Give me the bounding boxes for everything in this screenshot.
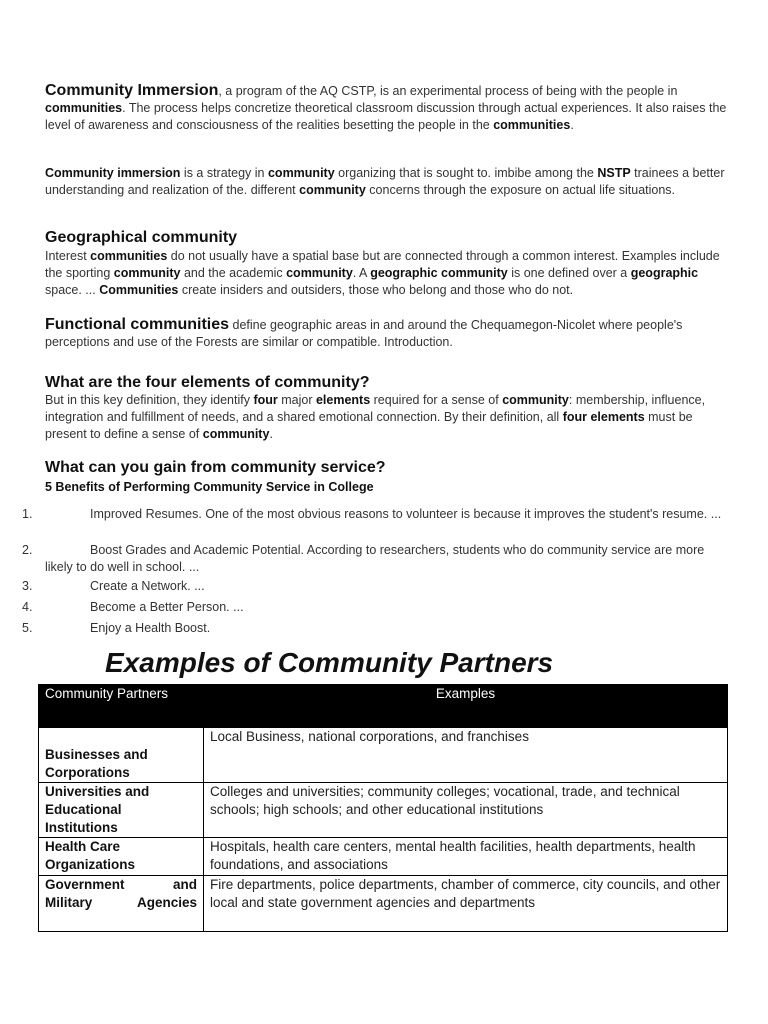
benefit-text: Enjoy a Health Boost. xyxy=(90,621,211,635)
intro-bold: community xyxy=(267,166,335,180)
benefit-number: 4. xyxy=(22,600,33,614)
benefit-text: Create a Network. ... xyxy=(90,579,205,593)
geo-bold: Communities xyxy=(99,283,179,297)
intro-text: . The process helps concretize theoretical classroom discussion through actual experiences. It also raises the level of awareness and consciousness of the realities besetting the people in the xyxy=(45,101,727,132)
geo-text: is one defined over a xyxy=(507,266,631,280)
benefit-number: 3. xyxy=(22,579,33,593)
functional-lead: Functional communities xyxy=(45,316,230,333)
partner-examples: Colleges and universities; community colleges; vocational, trade, and technical schools; high schools; and other educational institutions xyxy=(204,783,728,838)
partner-name: Government and Military Agencies xyxy=(39,876,204,932)
intro-paragraph-2 xyxy=(45,165,735,199)
intro-bold: NSTP xyxy=(597,166,631,180)
elements-bold: community xyxy=(202,427,270,441)
intro-text: trainees a better understanding and realization of the. different xyxy=(45,166,725,197)
benefit-item xyxy=(0,506,735,523)
intro-lead: Community Immersion xyxy=(45,82,219,99)
intro-text: organizing that is sought to. imbibe among the xyxy=(334,166,598,180)
elements-text: : membership, influence, integration and fulfillment of needs, and a shared emotional connection. By their definition, all xyxy=(45,393,706,424)
benefit-number: 1. xyxy=(22,507,33,521)
service-heading: What can you gain from community service? xyxy=(45,459,386,476)
benefit-item xyxy=(0,542,735,576)
elements-bold: four xyxy=(253,393,278,407)
intro-bold: communities xyxy=(493,118,571,132)
intro-text: . xyxy=(570,118,574,132)
geo-text: . A xyxy=(352,266,371,280)
benefit-number: 2. xyxy=(22,543,33,557)
geo-text: create insiders and outsiders, those who belong and those who do not. xyxy=(178,283,574,297)
four-elements-heading: What are the four elements of community? xyxy=(45,374,370,391)
partner-examples: Fire departments, police departments, chamber of commerce, city councils, and other local and state government agencies and departments xyxy=(204,876,728,932)
col-header-partners: Community Partners xyxy=(39,685,204,728)
partner-name: Universities and Educational Institutions xyxy=(39,783,204,838)
elements-text: . xyxy=(269,427,273,441)
benefit-text: Become a Better Person. ... xyxy=(90,600,244,614)
intro-bold: Community immersion xyxy=(45,166,181,180)
elements-bold: community xyxy=(502,393,569,407)
functional-text: define geographic areas in and around the Chequamegon-Nicolet where people's perceptions and use of the Forests are similar or compatible. Introduction. xyxy=(45,318,683,349)
col-header-examples: Examples xyxy=(204,685,728,728)
table-header-row xyxy=(39,685,728,728)
geo-bold: community xyxy=(286,266,353,280)
partner-name: Health Care Organizations xyxy=(39,838,204,876)
partners-title: Examples of Community Partners xyxy=(105,647,554,678)
elements-text: must be present to define a sense of xyxy=(45,410,693,441)
partners-table xyxy=(38,684,728,932)
benefit-item xyxy=(0,578,735,595)
benefit-item xyxy=(0,620,735,637)
partner-examples: Local Business, national corporations, and franchises xyxy=(204,728,728,783)
geo-bold: community xyxy=(113,266,181,280)
benefit-number: 5. xyxy=(22,621,33,635)
partner-examples: Hospitals, health care centers, mental health facilities, health departments, health foundations, and associations xyxy=(204,838,728,876)
geo-bold: geographic community xyxy=(370,266,508,280)
elements-bold: elements xyxy=(315,393,371,407)
table-row xyxy=(39,728,728,783)
intro-text: concerns through the exposure on actual life situations. xyxy=(365,183,676,197)
geo-bold: geographic xyxy=(630,266,699,280)
benefit-item xyxy=(0,599,735,616)
geo-text: do not usually have a spatial base but are connected through a common interest. Examples include the sporting xyxy=(45,249,720,280)
partner-name: Businesses and Corporations xyxy=(39,728,204,783)
intro-bold: communities xyxy=(45,101,123,115)
geo-text: Interest xyxy=(45,249,91,263)
elements-text: major xyxy=(277,393,316,407)
intro-text: , a program of the AQ CSTP, is an experimental process of being with the people in xyxy=(218,84,678,98)
benefit-text: Boost Grades and Academic Potential. According to researchers, students who do community service are more likely to do well in school. ... xyxy=(45,543,705,574)
table-row xyxy=(39,876,728,932)
elements-bold: four elements xyxy=(562,410,645,424)
geographical-heading: Geographical community xyxy=(45,229,238,246)
four-elements-paragraph xyxy=(45,392,735,443)
service-subheading: 5 Benefits of Performing Community Service in College xyxy=(45,480,374,494)
benefit-text: Improved Resumes. One of the most obvious reasons to volunteer is because it improves the student's resume. ... xyxy=(90,507,722,521)
intro-text: is a strategy in xyxy=(180,166,268,180)
elements-text: required for a sense of xyxy=(370,393,503,407)
geo-bold: communities xyxy=(90,249,168,263)
geographical-paragraph xyxy=(45,248,735,299)
functional-paragraph xyxy=(45,316,735,351)
geo-text: and the academic xyxy=(180,266,287,280)
intro-paragraph-1 xyxy=(45,82,735,134)
elements-text: But in this key definition, they identify xyxy=(45,393,254,407)
geo-text: space. ... xyxy=(45,283,100,297)
table-row xyxy=(39,838,728,876)
table-row xyxy=(39,783,728,838)
intro-bold: community xyxy=(299,183,366,197)
